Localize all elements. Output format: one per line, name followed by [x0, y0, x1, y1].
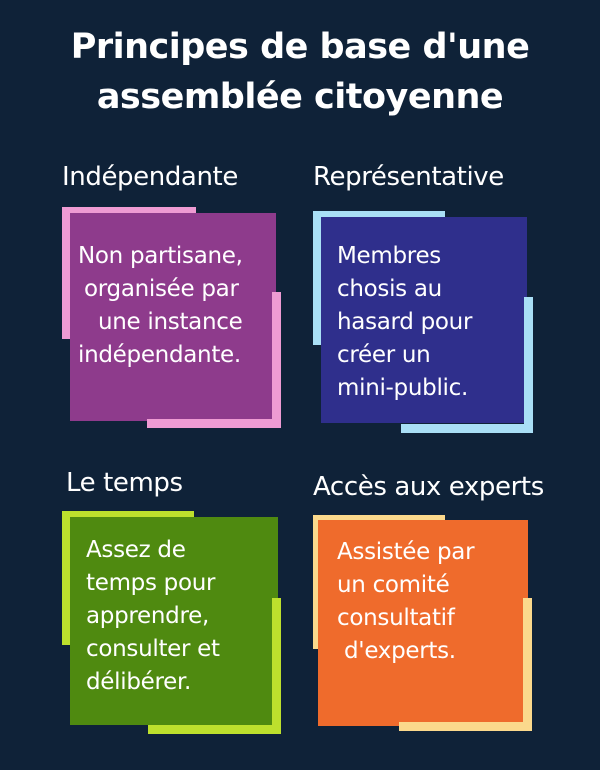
bracket-bottom-bar	[401, 424, 533, 433]
description-line: Assez de	[86, 537, 186, 563]
description-line: consulter et	[86, 636, 220, 662]
principle-experts	[313, 470, 593, 770]
principle-heading: Indépendante	[62, 162, 238, 192]
bracket-right-bar	[272, 598, 281, 734]
principle-description	[337, 536, 474, 668]
principle-heading: Accès aux experts	[313, 472, 544, 502]
principle-time	[62, 466, 342, 766]
description-line: mini-public.	[337, 375, 468, 401]
description-line: temps pour	[86, 570, 216, 596]
description-line: organisée par	[84, 276, 239, 302]
description-line: hasard pour	[337, 309, 473, 335]
title-line-2: assemblée citoyenne	[96, 77, 504, 117]
principle-description	[337, 240, 472, 405]
description-line: indépendante.	[78, 342, 241, 368]
bracket-right-bar	[524, 297, 533, 433]
description-line: créer un	[337, 342, 431, 368]
description-line: d'experts.	[337, 638, 456, 664]
principle-description	[86, 534, 220, 699]
title-line-1: Principes de base d'une	[70, 27, 530, 67]
description-line: apprendre,	[86, 603, 209, 629]
description-line: un comité	[337, 572, 450, 598]
bracket-bottom-bar	[147, 419, 281, 428]
description-line: délibérer.	[86, 669, 192, 695]
principle-heading: Représentative	[313, 162, 504, 192]
description-line: Assistée par	[337, 539, 475, 565]
description-line: chosis au	[337, 276, 442, 302]
page-title	[0, 22, 600, 122]
principle-representative	[313, 160, 593, 460]
bracket-bottom-bar	[148, 725, 281, 734]
description-line: Non partisane,	[78, 243, 243, 269]
bracket-right-bar	[272, 292, 281, 426]
principle-heading: Le temps	[66, 468, 183, 498]
bracket-right-bar	[523, 598, 532, 731]
description-line: Membres	[337, 243, 441, 269]
principle-description	[78, 240, 243, 372]
principle-independent	[62, 160, 342, 460]
description-line: une instance	[98, 309, 243, 335]
bracket-bottom-bar	[399, 722, 532, 731]
description-line: consultatif	[337, 605, 455, 631]
